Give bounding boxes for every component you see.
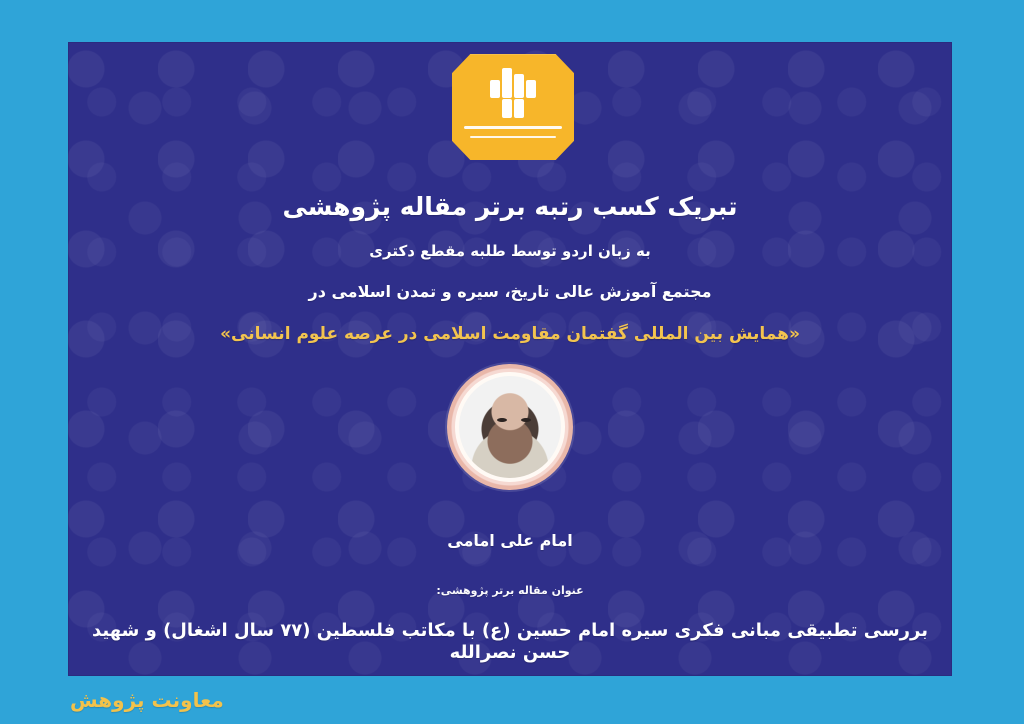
logo-icon — [452, 54, 574, 160]
article-title: بررسی تطبیقی مبانی فکری سیره امام حسین (ع) با مکاتب فلسطین (۷۷ سال اشغال) و شهید حسن نصرالله — [92, 620, 928, 663]
footer-label: معاونت پژوهش — [70, 688, 224, 712]
article-label: عنوان مقاله برتر پژوهشی: — [436, 584, 584, 597]
portrait-photo — [455, 372, 565, 482]
announcement-line-2: مجتمع آموزش عالی تاریخ، سیره و تمدن اسلامی در — [308, 282, 712, 301]
event-title: «همایش بین المللی گفتمان مقاومت اسلامی در عرصه علوم انسانی» — [220, 324, 800, 344]
person-name: امام علی امامی — [447, 531, 573, 550]
announcement-title: تبریک کسب رتبه برتر مقاله پژوهشی — [282, 192, 738, 221]
logo-mark-icon — [483, 68, 543, 120]
portrait-eyes — [489, 416, 539, 426]
logo-underline-1 — [464, 126, 562, 129]
portrait-frame — [447, 364, 573, 490]
logo-underline-2 — [470, 136, 556, 138]
announcement-line-1: به زبان اردو توسط طلبه مقطع دکتری — [369, 242, 651, 260]
